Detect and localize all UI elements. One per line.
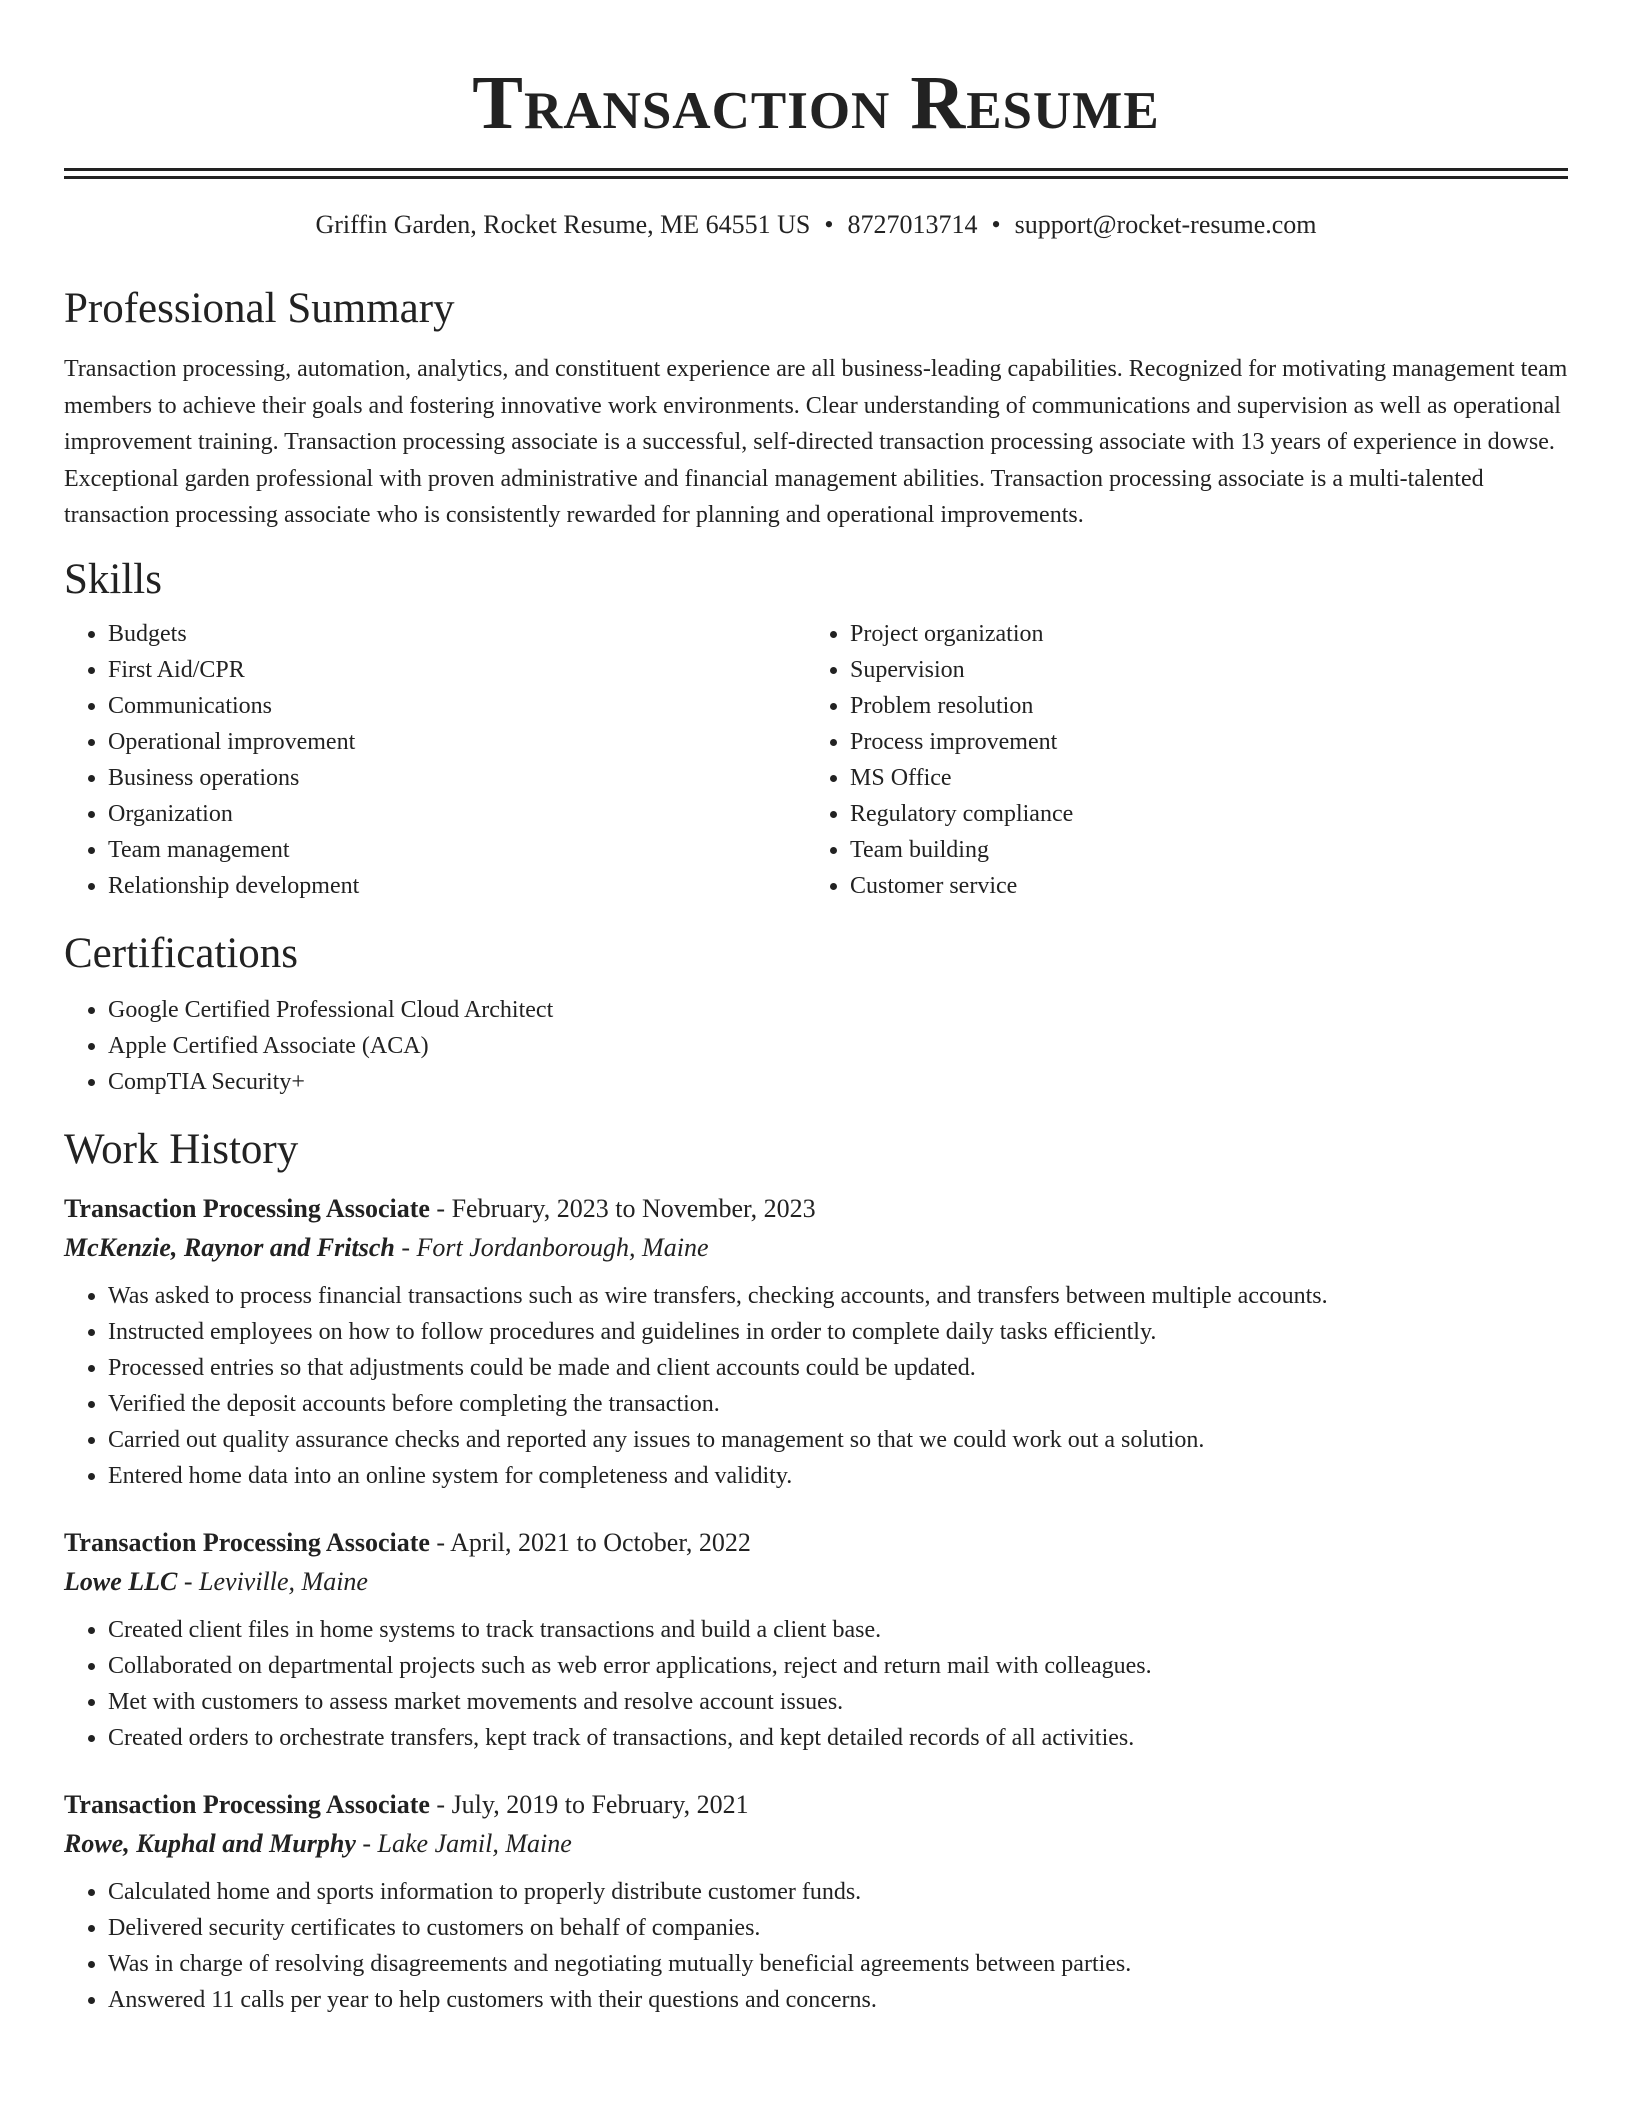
skills-columns	[64, 616, 1568, 904]
job-header	[64, 1786, 1568, 1824]
skill-item: • Regulatory compliance	[850, 796, 1548, 832]
skill-item: • Relationship development	[108, 868, 806, 904]
skill-item: • Supervision	[850, 652, 1548, 688]
job-bullet: • Created client files in home systems to track transactions and build a client base.	[108, 1612, 1568, 1648]
job-employer	[64, 1562, 1568, 1602]
contact-phone: 8727013714	[847, 210, 978, 239]
title-divider	[64, 168, 1568, 179]
job-bullet: • Verified the deposit accounts before completing the transaction.	[108, 1386, 1568, 1422]
job-header	[64, 1190, 1568, 1228]
certification-item: • Apple Certified Associate (ACA)	[108, 1028, 1568, 1064]
contact-separator: •	[824, 210, 834, 239]
job-dates: - February, 2023 to November, 2023	[429, 1193, 816, 1223]
skill-item: • Team building	[850, 832, 1548, 868]
summary-text: Transaction processing, automation, analytics, and constituent experience are all business-leading capabilities. Recognized for motivating management team members to achieve their goals and fostering innovative work environments. Clear understanding of communications and supervision as well as operational improvement training. Transaction processing associate is a successful, self-directed transaction processing associate with 13 years of experience in dowse. Exceptional garden professional with proven administrative and financial management abilities. Transaction processing associate is a multi-talented transaction processing associate who is consistently rewarded for planning and operational improvements.	[64, 356, 1568, 528]
skill-item: • Problem resolution	[850, 688, 1548, 724]
skill-item: • Project organization	[850, 616, 1548, 652]
job-entry	[64, 1786, 1568, 2018]
certification-item: • Google Certified Professional Cloud Architect	[108, 992, 1568, 1028]
job-bullet: • Met with customers to assess market movements and resolve account issues.	[108, 1684, 1568, 1720]
contact-address: Griffin Garden, Rocket Resume, ME 64551 US	[315, 210, 811, 239]
skill-item: • Business operations	[108, 760, 806, 796]
job-bullet: • Instructed employees on how to follow procedures and guidelines in order to complete daily tasks efficiently.	[108, 1314, 1568, 1350]
job-location: - Lake Jamil, Maine	[355, 1828, 572, 1858]
job-bullets	[64, 1278, 1568, 1494]
job-bullet: • Collaborated on departmental projects such as web error applications, reject and return mail with colleagues.	[108, 1648, 1568, 1684]
contact-separator: •	[991, 210, 1001, 239]
skills-heading: Skills	[64, 555, 162, 603]
contact-email: support@rocket-resume.com	[1014, 210, 1317, 239]
job-employer	[64, 1824, 1568, 1864]
skills-list-left	[64, 616, 806, 904]
job-entry	[64, 1190, 1568, 1494]
skill-item: • First Aid/CPR	[108, 652, 806, 688]
job-bullet: • Was in charge of resolving disagreements and negotiating mutually beneficial agreements between parties.	[108, 1946, 1568, 1982]
skill-item: • Process improvement	[850, 724, 1548, 760]
job-company: McKenzie, Raynor and Fritsch	[64, 1232, 395, 1262]
job-location: - Leviville, Maine	[177, 1566, 368, 1596]
job-bullet: • Was asked to process financial transactions such as wire transfers, checking accounts, and transfers between multiple accounts.	[108, 1278, 1568, 1314]
summary-heading: Professional Summary	[64, 285, 455, 332]
job-bullet: • Calculated home and sports information to properly distribute customer funds.	[108, 1874, 1568, 1910]
certifications-heading: Certifications	[64, 929, 299, 977]
job-bullet: • Delivered security certificates to customers on behalf of companies.	[108, 1910, 1568, 1946]
skill-item: • MS Office	[850, 760, 1548, 796]
job-title: Transaction Processing Associate	[64, 1789, 430, 1819]
job-bullets	[64, 1612, 1568, 1756]
job-entry	[64, 1524, 1568, 1756]
certification-item: • CompTIA Security+	[108, 1064, 1568, 1100]
job-bullet: • Processed entries so that adjustments could be made and client accounts could be updated.	[108, 1350, 1568, 1386]
job-bullet: • Carried out quality assurance checks and reported any issues to management so that we could work out a solution.	[108, 1422, 1568, 1458]
resume-page	[64, 0, 1568, 2018]
certifications-list	[64, 992, 1568, 1100]
job-bullet: • Entered home data into an online system for completeness and validity.	[108, 1458, 1568, 1494]
skill-item: • Customer service	[850, 868, 1548, 904]
work-history-heading: Work History	[64, 1125, 299, 1173]
job-title: Transaction Processing Associate	[64, 1193, 430, 1223]
job-bullet: • Created orders to orchestrate transfers, kept track of transactions, and kept detailed records of all activities.	[108, 1720, 1568, 1756]
skill-item: • Organization	[108, 796, 806, 832]
skill-item: • Operational improvement	[108, 724, 806, 760]
job-dates: - July, 2019 to February, 2021	[429, 1789, 749, 1819]
skills-list-right	[806, 616, 1548, 904]
job-company: Lowe LLC	[64, 1566, 178, 1596]
skill-item: • Team management	[108, 832, 806, 868]
contact-line	[64, 209, 1568, 241]
job-location: - Fort Jordanborough, Maine	[394, 1232, 709, 1262]
job-employer	[64, 1228, 1568, 1268]
skill-item: • Budgets	[108, 616, 806, 652]
skill-item: • Communications	[108, 688, 806, 724]
job-company: Rowe, Kuphal and Murphy	[64, 1828, 356, 1858]
resume-title: Transaction Resume	[472, 61, 1160, 145]
job-bullet: • Answered 11 calls per year to help customers with their questions and concerns.	[108, 1982, 1568, 2018]
job-header	[64, 1524, 1568, 1562]
job-dates: - April, 2021 to October, 2022	[429, 1527, 751, 1557]
job-title: Transaction Processing Associate	[64, 1527, 430, 1557]
job-bullets	[64, 1874, 1568, 2018]
